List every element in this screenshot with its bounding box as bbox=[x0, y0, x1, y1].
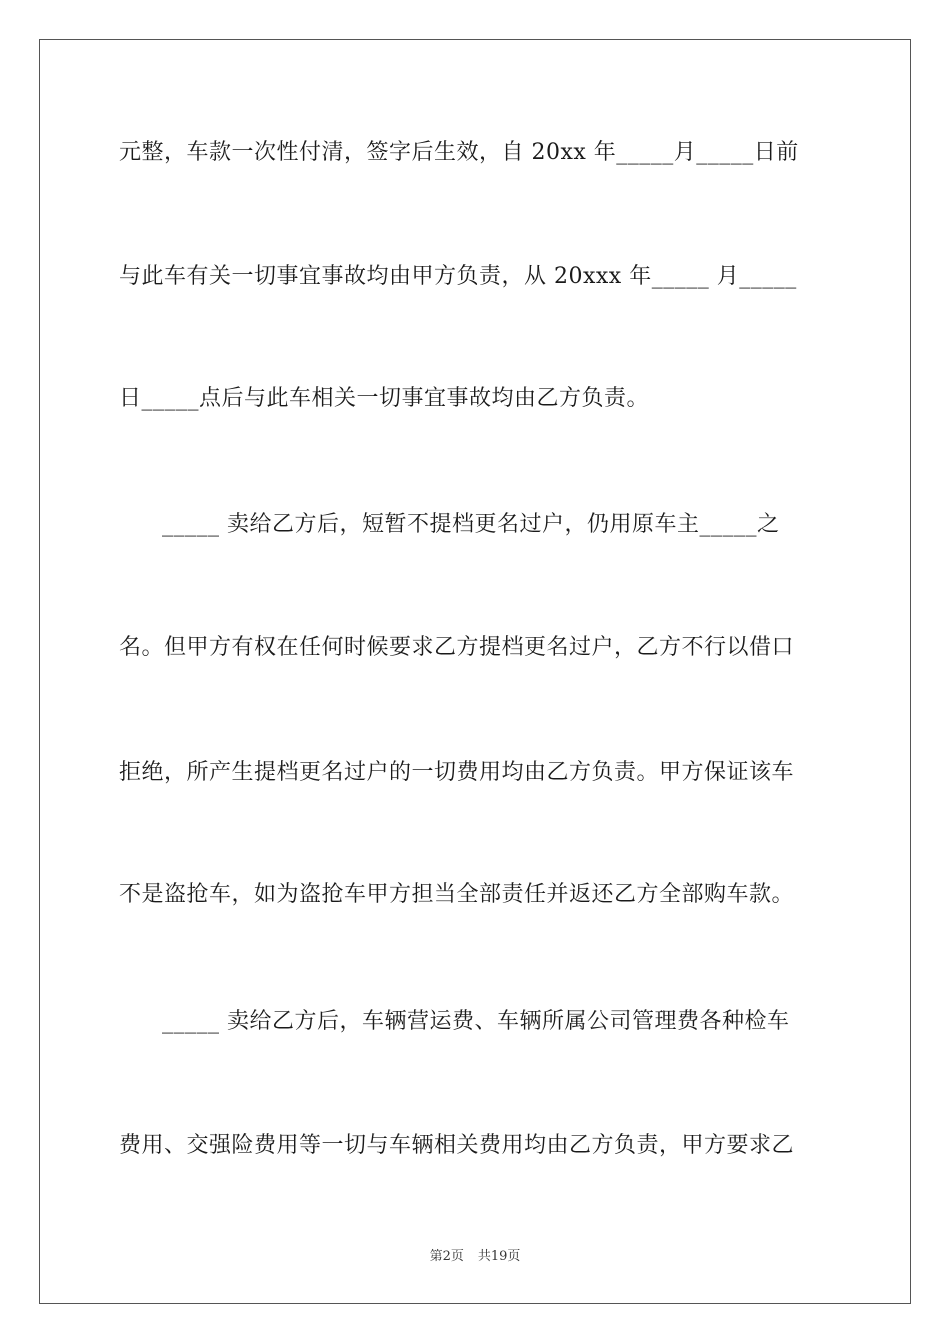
body-line-6: 拒绝，所产生提档更名过户的一切费用均由乙方负责。甲方保证该车 bbox=[119, 760, 795, 785]
body-line-2: 与此车有关一切事宜事故均由甲方负责，从 20xxx 年_____ 月_____ bbox=[119, 264, 797, 289]
page-footer bbox=[0, 1248, 950, 1266]
body-line-1: 元整，车款一次性付清，签字后生效，自 20xx 年_____月_____日前 bbox=[119, 140, 799, 165]
body-line-8: _____ 卖给乙方后，车辆营运费、车辆所属公司管理费各种检车 bbox=[162, 1009, 790, 1034]
body-line-3: 日_____点后与此车相关一切事宜事故均由乙方负责。 bbox=[119, 386, 650, 411]
body-line-4: _____ 卖给乙方后，短暂不提档更名过户，仍用原车主_____之 bbox=[162, 512, 780, 537]
body-line-7: 不是盗抢车，如为盗抢车甲方担当全部责任并返还乙方全部购车款。 bbox=[119, 882, 795, 907]
page-number: 第2页 bbox=[429, 1249, 464, 1264]
page-total: 共19页 bbox=[477, 1249, 521, 1264]
page-border bbox=[39, 39, 911, 1304]
body-line-9: 费用、交强险费用等一切与车辆相关费用均由乙方负责，甲方要求乙 bbox=[119, 1133, 795, 1158]
body-line-5: 名。但甲方有权在任何时候要求乙方提档更名过户，乙方不行以借口 bbox=[119, 635, 795, 660]
